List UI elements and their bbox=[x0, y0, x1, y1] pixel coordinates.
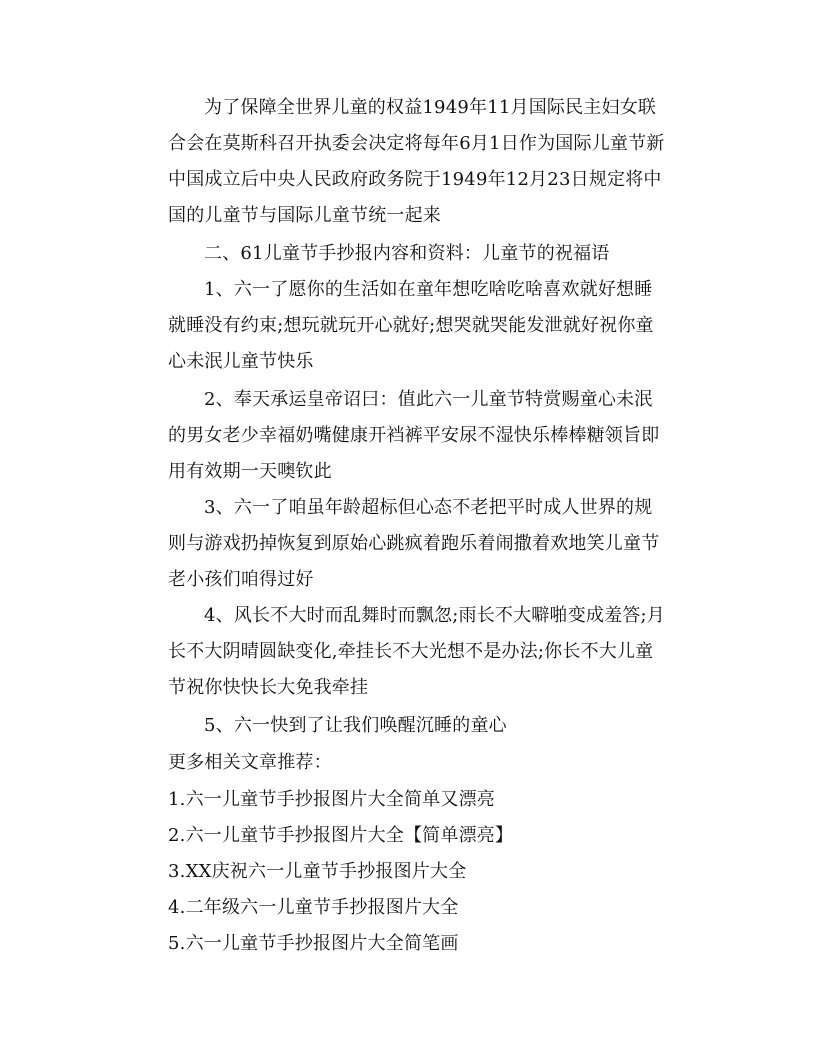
recommend-link-1[interactable]: 1.六一儿童节手抄报图片大全简单又漂亮 bbox=[168, 789, 495, 810]
greeting-1: 1、六一了愿你的生活如在童年想吃啥吃啥喜欢就好想睡就睡没有约束;想玩就玩开心就好;想哭就哭能发泄就好祝你童心未泯儿童节快乐 bbox=[168, 279, 654, 372]
recommend-link-4[interactable]: 4.二年级六一儿童节手抄报图片大全 bbox=[168, 897, 459, 918]
greeting-3: 3、六一了咱虽年龄超标但心态不老把平时成人世界的规则与游戏扔掉恢复到原始心跳疯着跑乐着闹撒着欢地笑儿童节老小孩们咱得过好 bbox=[168, 497, 660, 590]
greeting-2: 2、奉天承运皇帝诏曰：值此六一儿童节特赏赐童心未泯的男女老少幸福奶嘴健康开裆裤平安尿不湿快乐棒棒糖领旨即用有效期一天噢钦此 bbox=[168, 389, 660, 482]
paragraph-intro: 为了保障全世界儿童的权益1949年11月国际民主妇女联合会在莫斯科召开执委会决定将每年6月1日作为国际儿童节新中国成立后中央人民政府政务院于1949年12月23日规定将中国的儿童节与国际儿童节统一起来 bbox=[168, 97, 665, 226]
recommend-link-2[interactable]: 2.六一儿童节手抄报图片大全【简单漂亮】 bbox=[168, 825, 514, 846]
recommend-title: 更多相关文章推荐： bbox=[168, 752, 332, 773]
section-heading: 二、61儿童节手抄报内容和资料：儿童节的祝福语 bbox=[204, 243, 610, 264]
recommend-link-3[interactable]: 3.XX庆祝六一儿童节手抄报图片大全 bbox=[168, 861, 467, 882]
greeting-5: 5、六一快到了让我们唤醒沉睡的童心 bbox=[204, 715, 507, 736]
recommend-link-5[interactable]: 5.六一儿童节手抄报图片大全简笔画 bbox=[168, 933, 459, 954]
greeting-4: 4、风长不大时而乱舞时而飘忽;雨长不大噼啪变成羞答;月长不大阴晴圆缺变化,牵挂长不大光想不是办法;你长不大儿童节祝你快快长大免我牵挂 bbox=[168, 605, 665, 698]
